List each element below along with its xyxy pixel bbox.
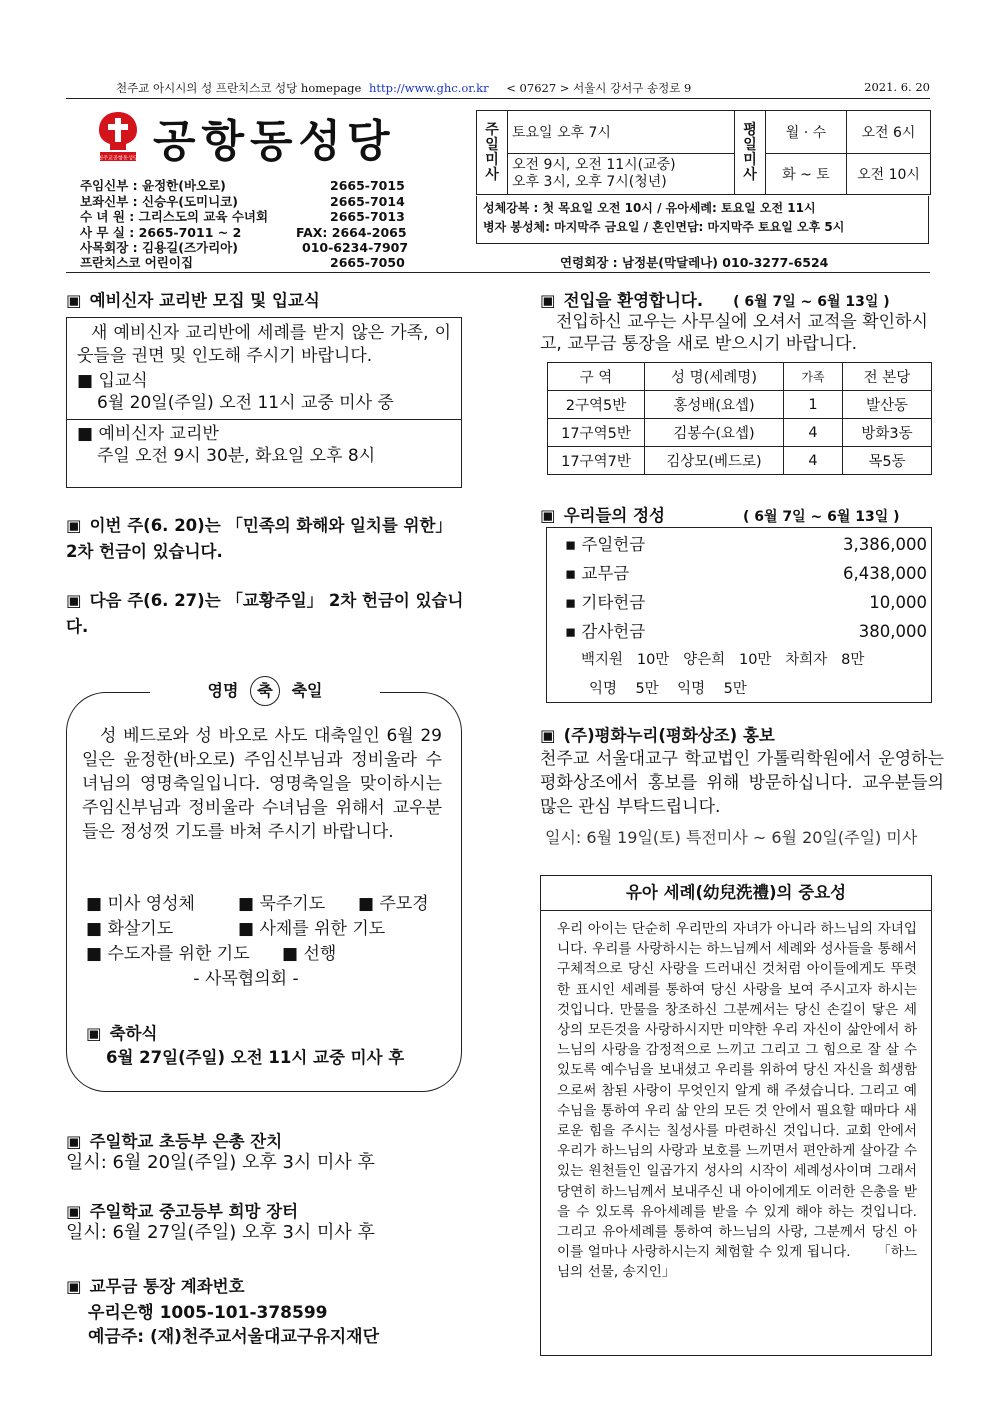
- staff-list: [80, 178, 408, 256]
- infant-baptism-title: 유아 세례(幼兒洗禮)의 중요성: [541, 876, 931, 911]
- table-row: 2구역5반 홍성배(요셉) 1 발산동: [548, 391, 932, 419]
- kindergarten: 프란치스코 어린이집 2665-7050: [80, 255, 405, 270]
- notice-2: ▣ 다음 주(6. 27)는 「교황주일」 2차 헌금이 있습니다.: [66, 591, 464, 636]
- welcome-table: 구 역 성 명(세례명) 가족 전 본당 2구역5반 홍성배(요셉) 1 발산동 17구역5반 김봉수(요셉) 4 방화3동 17구역7반 김상모(베드로) 4 목5동: [547, 362, 932, 475]
- pr-text: 천주교 서울대교구 학교법인 가톨릭학원에서 운영하는 평화상조에서 홍보를 위해 방문하십니다. 교우분들의 많은 관심 부탁드립니다.: [540, 749, 944, 817]
- source: 「하느님의 선물, 송지인」: [557, 1244, 917, 1281]
- staff-row: 사 무 실 : 2665-7011 ~ 2 FAX: 2664-2065: [80, 224, 407, 240]
- pr-heading: ▣ (주)평화누리(평화상조) 홍보: [540, 726, 775, 745]
- weekday-mass-label: 평 일 미 사: [735, 111, 766, 195]
- church-logo-icon: [96, 110, 140, 166]
- welcome-heading: ▣ 전입을 환영합니다. ( 6월 7일 ~ 6월 13일 ): [540, 291, 890, 310]
- staff-row: 보좌신부 : 신승우(도미니코) 2665-7014: [80, 193, 405, 209]
- welcome-text: 전입하신 교우는 사무실에 오셔서 교적을 확인하시고, 교무금 통장을 새로 받으시기 바랍니다.: [540, 312, 928, 354]
- catechumen-heading: ▣ 예비신자 교리반 모집 및 입교식: [66, 291, 320, 310]
- offering-box: ▪ 주일헌금 3,386,000 ▪ 교무금 6,438,000 ▪ 기타헌금 10,000 ▪ 감사헌금 380,000 백지원 10만 양은희 10만 차희자 8만 익명 5만 익명 5만: [546, 527, 932, 703]
- pr-date: 일시: 6월 19일(토) 특전미사 ~ 6월 20일(주일) 미사: [545, 828, 918, 847]
- homepage-link[interactable]: http://www.ghc.or.kr: [369, 81, 489, 95]
- divider: [66, 272, 930, 273]
- prayer-list: ■ 미사 영성체 ■ 묵주기도 ■ 주모경 ■ 화살기도 ■ 사제를 위한 기도 ■ 수도자를 위한 기도 ■ 선행 - 사목협의회 -: [86, 894, 429, 989]
- header-line: 천주교 아시시의 성 프란치스코 성당 homepage http://www.ghc.or.kr < 07627 > 서울시 강서구 송정로 9 2021. 6. 20: [116, 80, 930, 95]
- account-holder: 예금주: (재)천주교서울대교구유지재단: [88, 1327, 380, 1347]
- staff-row: 사목회장 : 김용길(즈가리아) 010-6234-7907: [80, 240, 409, 255]
- infant-baptism-box: [540, 875, 932, 1356]
- staff-row: 수 녀 원 : 그리스도의 교육 수녀회 2665-7013: [80, 209, 405, 224]
- school2-text: 일시: 6월 27일(주일) 오후 3시 미사 후: [66, 1222, 375, 1243]
- divider: [66, 98, 930, 99]
- sunday-mass-label: 주 일 미 사: [477, 111, 508, 195]
- table-row: 17구역5반 김봉수(요셉) 4 방화3동: [548, 419, 932, 447]
- staff-row: 주임신부 : 윤정한(바오로) 2665-7015: [80, 178, 405, 193]
- school1-text: 일시: 6월 20일(주일) 오후 3시 미사 후: [66, 1152, 375, 1173]
- infant-baptism-body: 우리 아이는 단순히 우리만의 자녀가 아니라 하느님의 자녀입니다. 우리를 사랑하시는 하느님께서 세례와 성사들을 통해서 구체적으로 당신 사랑을 드러내신 것처럼 아이들에게도 뚜렷한 표시인 세례를 통하여 당신 사랑을 보여 주시고자 하시는 것입니다. 만물을 창조하신 그분께서는 당신 손길이 닿은 세상의 모든것을 사랑하시지만 미약한 우리 자신이 삶안에서 하느님의 사랑을 감정적으로 느끼고 그리고 그 힘으로 잘 살 수 있도록 예수님을 보내셨고 우리를 위하여 당신 자신을 희생함으로써 참된 사랑이 무엇인지 알게 해 주셨습니다. 그리고 예수님을 통하여 우리 삶 안의 모든 것 안에서 필요할 때마다 새로운 힘을 주시는 칠성사를 마련하신 것입니다. 교회 안에서 우리가 하느님의 사랑과 보호를 느끼면서 편안하게 살아갈 수 있는 원천들인 일곱가지 성사의 시작이 세례성사이며 그래서 당연히 하느님께서 보내주신 내 아이에게도 이러한 은총을 받을 수 있도록 유아세례를 받을 수 있게 해야 하는 것입니다. 그리고 유아세례를 통하여 하느님의 사랑, 그분께서 당신 아이를 얼마나 사랑하시는지 체험할 수 있게 됩니다. 「하느님의 선물, 송지인」: [557, 921, 917, 1281]
- date: 2021. 6. 20: [864, 80, 930, 94]
- list-item: ▪ 기타헌금 10,000: [565, 593, 927, 612]
- list-item: ▪ 주일헌금 3,386,000: [565, 535, 927, 554]
- laurel-icon: 축: [250, 676, 280, 706]
- account-number: 우리은행 1005-101-378599: [88, 1303, 328, 1323]
- party-heading: ▣ 축하식: [86, 1024, 158, 1043]
- mass-schedule-table: 주 일 미 사 토요일 오후 7시 평 일 미 사 월 · 수 오전 6시 오전 9시, 오전 11시(교중) 오후 3시, 오후 7시(청년) 화 ~ 토 오전 10시: [476, 110, 931, 195]
- president: 연령회장 : 남정분(막달레나) 010-3277-6524: [560, 255, 829, 270]
- table-row: 17구역7반 김상모(베드로) 4 목5동: [548, 447, 932, 475]
- school1-heading: ▣ 주일학교 초등부 은총 잔치: [66, 1132, 283, 1151]
- list-item: ▪ 교무금 6,438,000: [565, 564, 927, 583]
- list-item: ▪ 감사헌금 380,000: [565, 622, 927, 641]
- school2-heading: ▣ 주일학교 중고등부 희망 장터: [66, 1202, 299, 1221]
- svg-text:천주교공항동성당: 천주교공항동성당: [97, 155, 139, 162]
- mass-extra-info: 성체강복 : 첫 목요일 오전 10시 / 유아세례: 토요일 오전 11시 병자 봉성체: 마지막주 금요일 / 혼인면담: 마지막주 토요일 오후 5시: [476, 196, 929, 244]
- catechumen-box: 새 예비신자 교리반에 세례를 받지 않은 가족, 이웃들을 권면 및 인도해 주시기 바랍니다. ■ 입교식 6월 20일(주일) 오전 11시 교중 미사 중 ■ 예비신자 교리반 주일 오전 9시 30분, 화요일 오후 8시: [66, 317, 462, 488]
- offering-heading: ▣ 우리들의 정성 ( 6월 7일 ~ 6월 13일 ): [540, 506, 900, 525]
- notice-1: ▣ 이번 주(6. 20)는 「민족의 화해와 일치를 위한」 2차 헌금이 있습니다.: [66, 516, 452, 561]
- feast-title: 영명 축 축일: [150, 676, 380, 706]
- party-text: 6월 27일(주일) 오전 11시 교중 미사 후: [106, 1048, 405, 1067]
- account-heading: ▣ 교무금 통장 계좌번호: [66, 1277, 245, 1296]
- feast-body: 성 베드로와 성 바오로 사도 대축일인 6월 29일은 윤정한(바오로) 주임신부님과 정비울라 수녀님의 영명축일입니다. 영명축일을 맞이하시는 주임신부님과 정비울라 수녀님을 위해서 교우분들은 정성껏 기도를 바쳐 주시기 바랍니다.: [82, 726, 442, 842]
- address: < 07627 > 서울시 강서구 송정로 9: [506, 81, 692, 95]
- page-title: 공항동성당: [153, 116, 396, 167]
